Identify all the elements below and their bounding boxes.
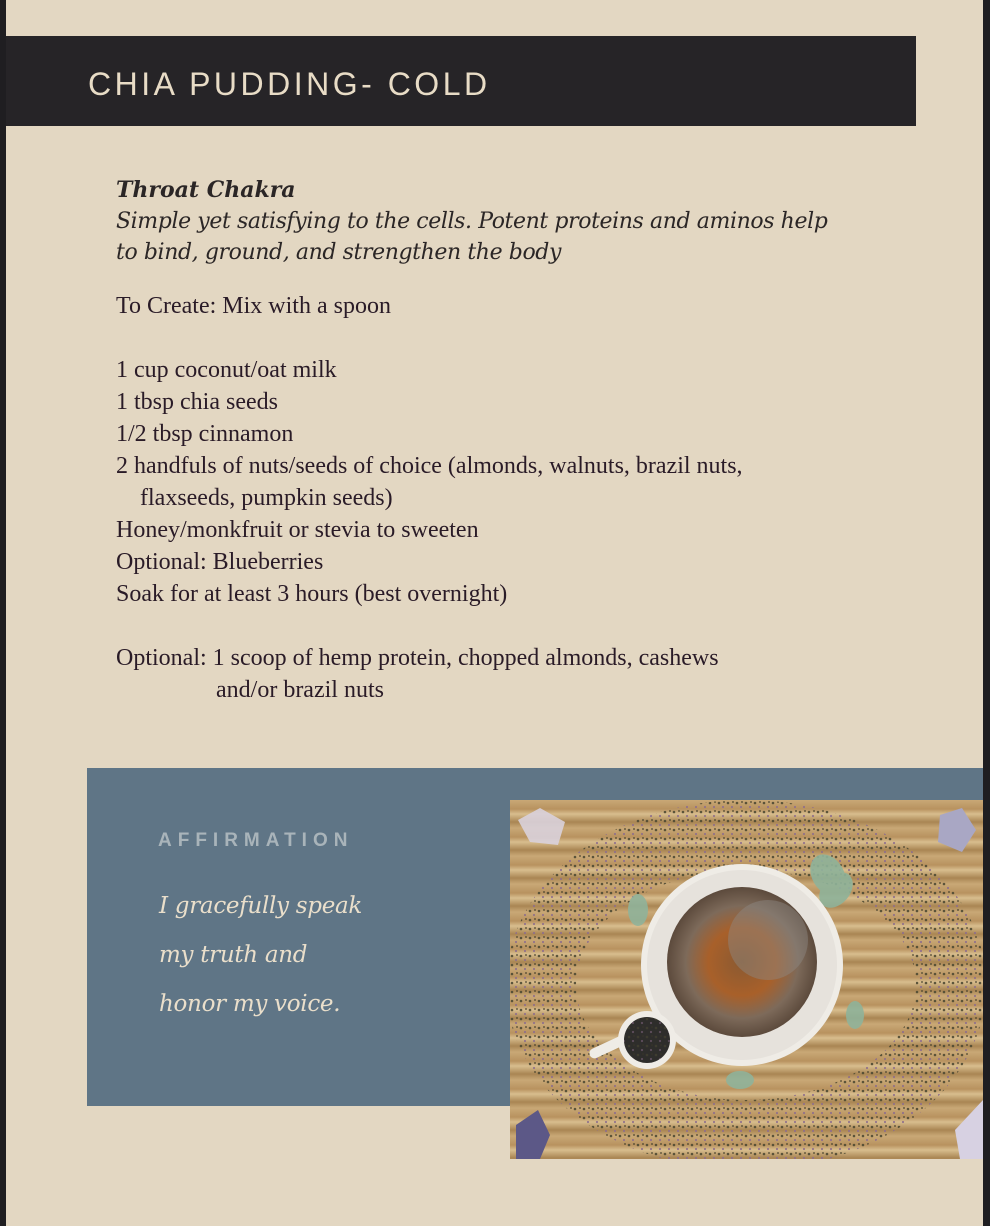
affirmation-line: honor my voice. (159, 991, 341, 1017)
title-bar (6, 36, 916, 126)
chakra-description (116, 206, 896, 268)
affirmation-text (159, 882, 362, 1029)
ingredient-text: Optional: Blueberries (116, 549, 324, 575)
ingredient-item (116, 386, 896, 418)
affirmation-label: AFFIRMATION (158, 830, 354, 851)
affirmation-line: my truth and (159, 942, 308, 968)
recipe-content (116, 174, 896, 706)
chia-pudding-photo (510, 800, 983, 1159)
ingredient-text: 1 tbsp chia seeds (116, 389, 278, 415)
ingredient-text: 1 cup coconut/oat milk (116, 357, 337, 383)
optional-extra-continuation: and/or brazil nuts (216, 677, 384, 703)
ingredient-text: Soak for at least 3 hours (best overnight) (116, 581, 508, 607)
optional-extra-line: Optional: 1 scoop of hemp protein, chopped almonds, cashews (116, 645, 719, 671)
ingredient-item (116, 514, 896, 546)
ingredient-item (116, 578, 896, 610)
ingredient-continuation: flaxseeds, pumpkin seeds) (140, 485, 393, 511)
chakra-name: Throat Chakra (116, 177, 296, 203)
ingredient-item (116, 450, 896, 514)
chia-bowl-illustration (510, 800, 983, 1159)
ingredient-item (116, 546, 896, 578)
ingredient-text: Honey/monkfruit or stevia to sweeten (116, 517, 479, 543)
affirmation-line: I gracefully speak (159, 893, 363, 919)
optional-extras (116, 642, 896, 706)
ingredient-text: 2 handfuls of nuts/seeds of choice (almonds, walnuts, brazil nuts, (116, 453, 743, 479)
instruction: To Create: Mix with a spoon (116, 293, 391, 319)
ingredient-item (116, 354, 896, 386)
ingredient-text: 1/2 tbsp cinnamon (116, 421, 294, 447)
description-line: to bind, ground, and strengthen the body (116, 240, 562, 265)
ingredient-list (116, 354, 896, 610)
description-line: Simple yet satisfying to the cells. Potent proteins and aminos help (116, 209, 828, 234)
ingredient-item (116, 418, 896, 450)
page-title: CHIA PUDDING- COLD (88, 66, 491, 102)
